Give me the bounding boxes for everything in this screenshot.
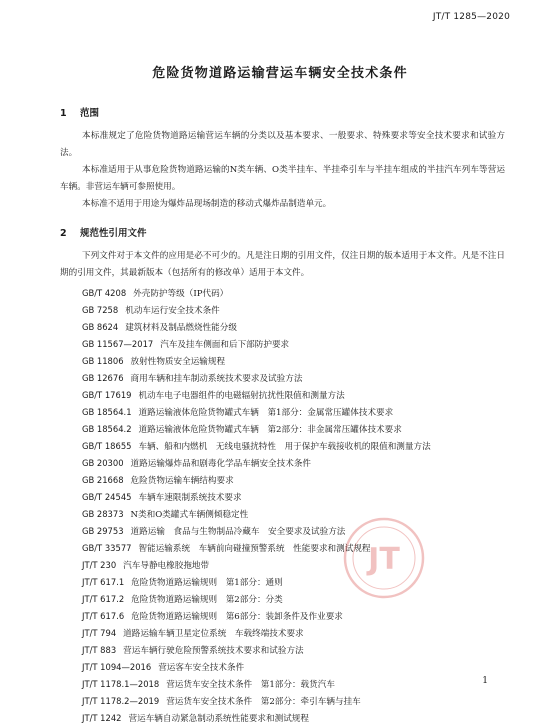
reference-title: 机动车运行安全技术条件 [125,306,220,316]
reference-title: 汽车导静电橡胶拖地带 [123,561,210,571]
reference-code: JT/T 1242 [82,713,122,723]
reference-title: 营运货车安全技术条件 第2部分：牵引车辆与挂车 [166,697,361,707]
reference-item [82,676,431,693]
reference-item [82,285,431,302]
reference-code: GB/T 24545 [82,492,132,502]
reference-code: GB 29753 [82,526,124,536]
reference-code: JT/T 617.6 [82,611,125,621]
section-2-title: 规范性引用文件 [80,228,147,239]
reference-title: 营运车辆自动紧急制动系统性能要求和测试规程 [128,714,309,724]
reference-title: 商用车辆和挂车制动系统技术要求及试验方法 [130,374,303,384]
reference-item [82,472,431,489]
reference-title: 建筑材料及制品燃烧性能分级 [125,323,237,333]
reference-item [82,438,431,455]
reference-title: 汽车及挂车侧面和后下部防护要求 [160,340,290,350]
jt-watermark-stamp-icon [342,516,426,600]
reference-item [82,421,431,438]
normative-reference-list [82,285,431,727]
reference-title: 营运车辆行驶危险预警系统技术要求和试验方法 [123,646,304,656]
reference-title: 危险货物道路运输规则 第2部分：分类 [131,595,283,605]
reference-title: 放射性物质安全运输规程 [130,357,226,367]
reference-code: GB 11567—2017 [82,339,154,349]
reference-title: 道路运输液体危险货物罐式车辆 第1部分：金属常压罐体技术要求 [138,408,394,418]
reference-code: GB/T 4208 [82,288,127,298]
reference-item [82,319,431,336]
page-number: 1 [482,676,488,686]
section-1-heading [60,105,99,119]
svg-text:JT: JT [368,542,400,577]
reference-code: JT/T 230 [82,560,117,570]
section-1-paragraph-3: 本标准不适用于用途为爆炸品现场制造的移动式爆炸品制造单元。 [82,199,332,209]
section-1-paragraph-2: 本标准适用于从事危险货物道路运输的N类车辆、O类半挂车、半挂牵引车与半挂车组成的半挂汽车列车等营运车辆。非营运车辆可参照使用。 [60,165,505,192]
section-1-number: 1 [60,108,67,119]
reference-title: 车辆、船和内燃机 无线电骚扰特性 用于保护车载接收机的限值和测量方法 [138,442,431,452]
reference-title: N类和O类罐式车辆侧倾稳定性 [130,510,249,520]
reference-item [82,642,431,659]
reference-code: JT/T 794 [82,628,117,638]
reference-item [82,370,431,387]
reference-code: GB 28373 [82,509,124,519]
reference-title: 危险货物道路运输规则 第6部分：装卸条件及作业要求 [131,612,343,622]
reference-code: GB/T 17619 [82,390,132,400]
reference-title: 道路运输爆炸品和剧毒化学品车辆安全技术条件 [130,459,312,469]
reference-code: JT/T 1178.2—2019 [82,696,160,706]
reference-item [82,625,431,642]
reference-code: JT/T 1178.1—2018 [82,679,160,689]
reference-item [82,489,431,506]
reference-item [82,353,431,370]
reference-title: 危险货物道路运输规则 第1部分：通则 [131,578,283,588]
reference-code: JT/T 1094—2016 [82,662,152,672]
reference-code: GB/T 33577 [82,543,132,553]
reference-code: GB 12676 [82,373,124,383]
standard-code-header: JT/T 1285—2020 [432,12,510,22]
reference-title: 道路运输车辆卫星定位系统 车载终端技术要求 [123,629,304,639]
reference-code: GB 21668 [82,475,124,485]
section-2-number: 2 [60,228,67,239]
document-title: 危险货物道路运输营运车辆安全技术条件 [152,66,408,81]
reference-code: GB/T 18655 [82,441,132,451]
reference-code: GB 11806 [82,356,124,366]
reference-item [82,455,431,472]
reference-code: GB 20300 [82,458,124,468]
reference-title: 道路运输 食品与生物制品冷藏车 安全要求及试验方法 [130,527,346,537]
reference-item [82,693,431,710]
section-1-title: 范围 [80,108,100,119]
reference-code: GB 7258 [82,305,119,315]
reference-code: JT/T 883 [82,645,117,655]
reference-title: 危险货物运输车辆结构要求 [130,476,234,486]
reference-title: 道路运输液体危险货物罐式车辆 第2部分：非金属常压罐体技术要求 [138,425,402,435]
reference-code: GB 18564.2 [82,424,132,434]
reference-item [82,404,431,421]
reference-title: 智能运输系统 车辆前向碰撞预警系统 性能要求和测试规程 [138,544,371,554]
section-2-paragraph-1: 下列文件对于本文件的应用是必不可少的。凡是注日期的引用文件，仅注日期的版本适用于本文件。凡是不注日期的引用文件，其最新版本（包括所有的修改单）适用于本文件。 [60,251,505,278]
reference-item [82,302,431,319]
reference-code: JT/T 617.2 [82,594,125,604]
reference-item [82,336,431,353]
reference-item [82,659,431,676]
reference-code: GB 18564.1 [82,407,132,417]
reference-code: GB 8624 [82,322,119,332]
reference-title: 机动车电子电器组件的电磁辐射抗扰性限值和测量方法 [138,391,345,401]
reference-item [82,387,431,404]
reference-title: 营运货车安全技术条件 第1部分：载货汽车 [166,680,335,690]
reference-title: 营运客车安全技术条件 [158,663,245,673]
reference-title: 车辆车速限制系统技术要求 [138,493,242,503]
section-1-paragraph-1: 本标准规定了危险货物道路运输营运车辆的分类以及基本要求、一般要求、特殊要求等安全技术要求和试验方法。 [60,131,505,158]
reference-item [82,710,431,727]
reference-title: 外壳防护等级（IP代码） [133,289,229,299]
reference-item [82,608,431,625]
reference-code: JT/T 617.1 [82,577,125,587]
section-2-heading [60,225,147,239]
